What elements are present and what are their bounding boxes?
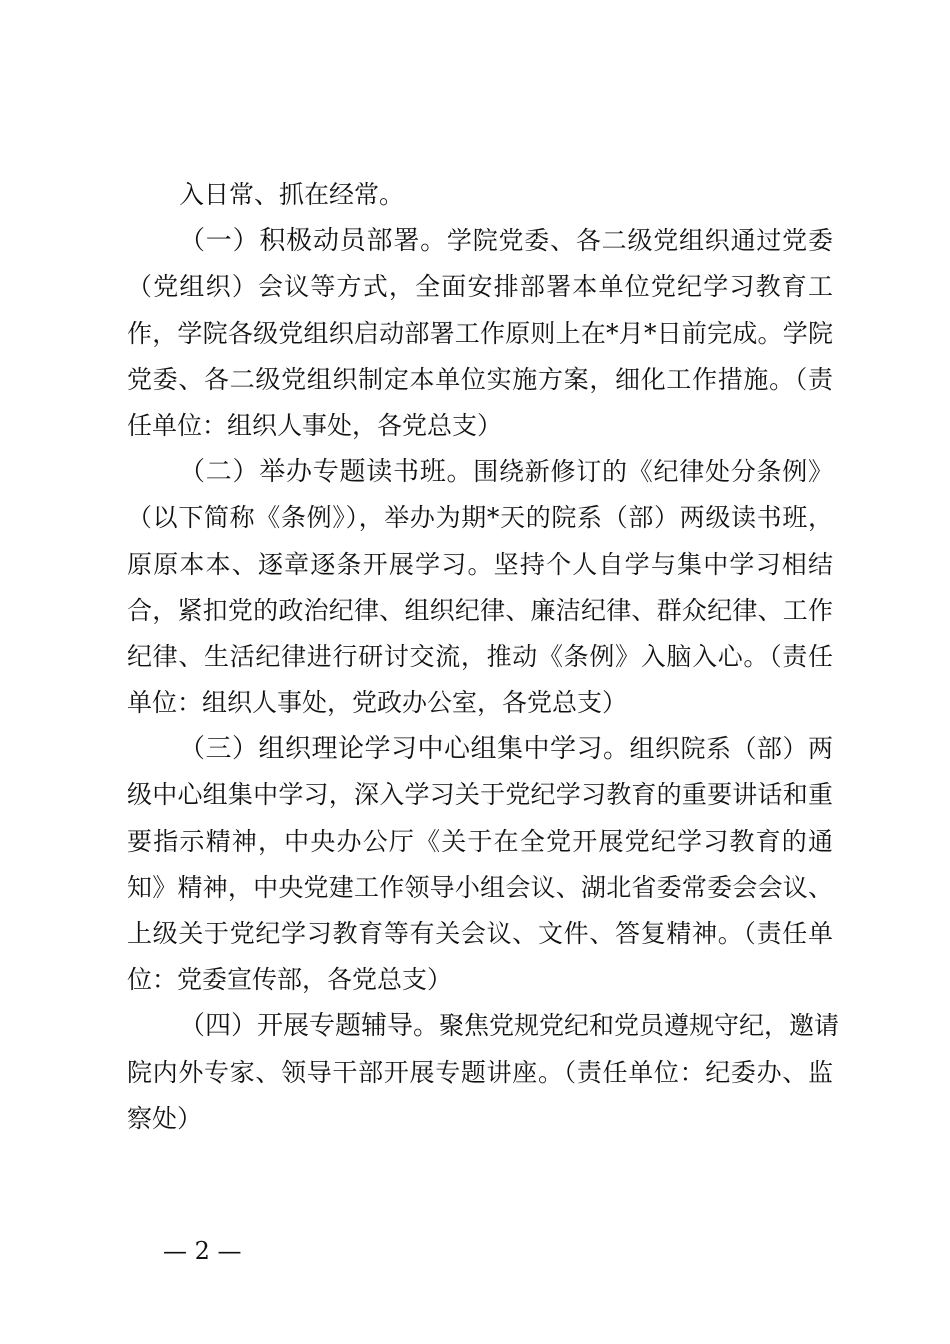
text-line: 院内外专家、领导干部开展专题讲座。（责任单位：纪委办、监 xyxy=(127,1057,833,1087)
text-line: 上级关于党纪学习教育等有关会议、文件、答复精神。（责任单 xyxy=(127,919,833,948)
text-line: 知》精神，中央党建工作领导小组会议、湖北省委常委会会议、 xyxy=(127,872,833,902)
paragraph-section-2 xyxy=(127,449,833,726)
text-line xyxy=(127,1003,840,1049)
section-heading: （三）组织理论学习中心组集中学习。 xyxy=(179,734,630,765)
text-line xyxy=(127,726,833,772)
text-line xyxy=(127,172,833,218)
text-line: 任单位：组织人事处，各党总支） xyxy=(127,410,503,440)
text-line: 原原本本、逐章逐条开展学习。坚持个人自学与集中学习相结 xyxy=(127,549,833,579)
text-line xyxy=(127,449,833,495)
text-line: 党委、各二级党组织制定本单位实施方案，细化工作措施。（责 xyxy=(127,364,833,394)
text-line: 察处） xyxy=(127,1103,203,1133)
line-text: 组织院系（部）两 xyxy=(629,734,833,764)
paragraph xyxy=(127,172,833,218)
text-line: 作，学院各级党组织启动部署工作原则上在*月*日前完成。学院 xyxy=(127,318,833,348)
document-body xyxy=(127,172,840,1142)
line-text: 学院党委、各二级党组织通过党委 xyxy=(446,226,833,256)
text-line: 纪律、生活纪律进行研讨交流，推动《条例》入脑入心。（责任 xyxy=(127,641,833,671)
line-text: 入日常、抓在经常。 xyxy=(179,180,405,209)
section-heading: （二）举办专题读书班。 xyxy=(179,457,474,488)
text-line: 级中心组集中学习，深入学习关于党纪学习教育的重要讲话和重 xyxy=(127,780,833,810)
text-line: （党组织）会议等方式，全面安排部署本单位党纪学习教育工 xyxy=(127,272,833,302)
paragraph-section-3 xyxy=(127,726,833,1003)
text-line: 单位：组织人事处，党政办公室，各党总支） xyxy=(127,688,628,718)
line-text: 聚焦党规党纪和党员遵规守纪，邀请 xyxy=(439,1011,840,1041)
text-line: （以下简称《条例》），举办为期*天的院系（部）两级读书班， xyxy=(127,503,833,533)
text-line: 位：党委宣传部，各党总支） xyxy=(127,965,453,995)
page-number: — 2 — xyxy=(163,1237,242,1265)
paragraph-section-1 xyxy=(127,218,833,449)
section-heading: （四）开展专题辅导。 xyxy=(179,1011,440,1042)
section-heading: （一）积极动员部署。 xyxy=(179,226,447,257)
text-line: 要指示精神，中央办公厅《关于在全党开展党纪学习教育的通 xyxy=(127,826,833,856)
text-line: 合，紧扣党的政治纪律、组织纪律、廉洁纪律、群众纪律、工作 xyxy=(127,595,833,625)
paragraph-section-4 xyxy=(127,1003,840,1142)
text-line xyxy=(127,218,833,264)
line-text: 围绕新修订的《纪律处分条例》 xyxy=(473,457,833,487)
